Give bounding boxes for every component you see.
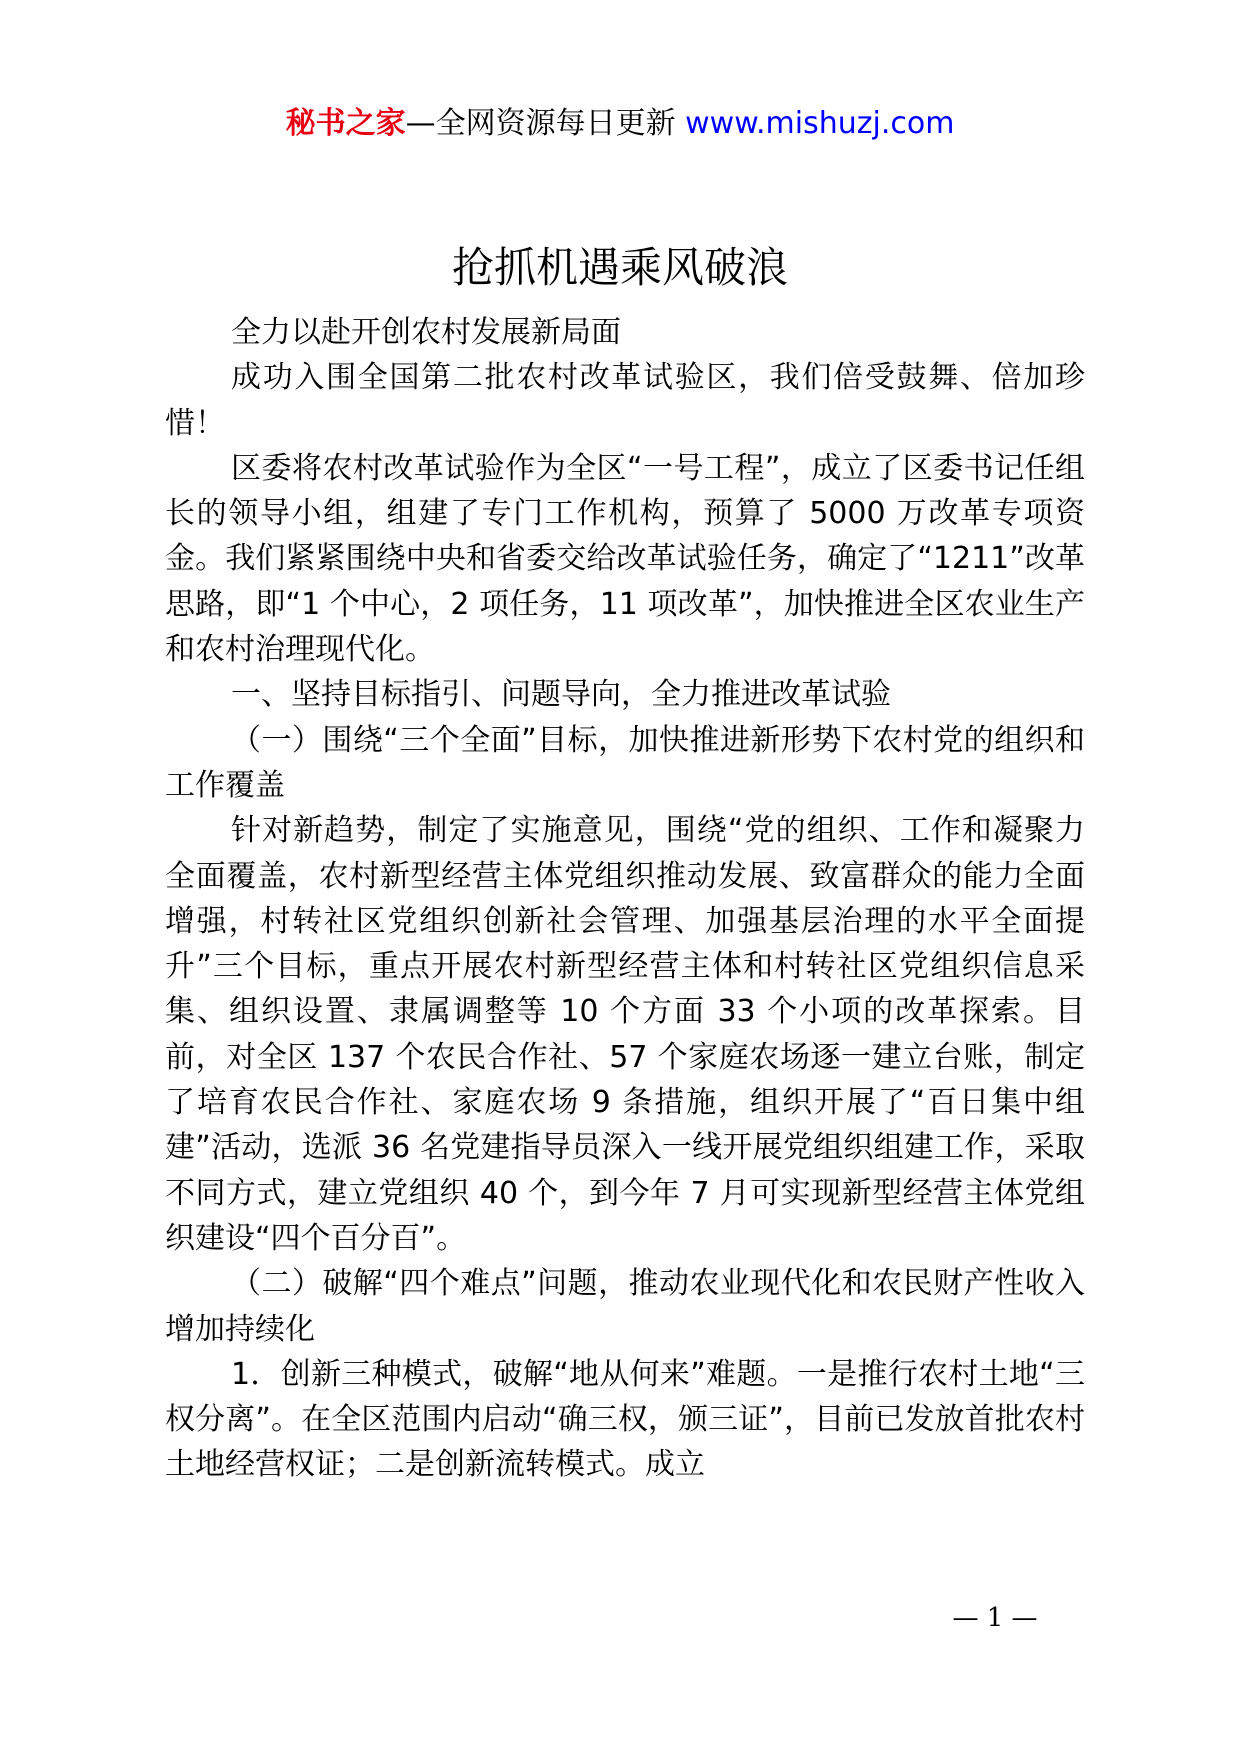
site-brand: 秘书之家 xyxy=(285,106,406,141)
body-paragraph: 针对新趋势，制定了实施意见，围绕“党的组织、工作和凝聚力全面覆盖，农村新型经营主体党组织推动发展、致富群众的能力全面增强，村转社区党组织创新社会管理、加强基层治理的水平全面提升”三个目标，重点开展农村新型经营主体和村转社区党组织信息采集、组织设置、隶属调整等 10 个方面 33 个小项的改革探索。目前，对全区 137 个农民合作社、57 个家庭农场逐一建立台账，制定了培育农民合作社、家庭农场 9 条措施，组织开展了“百日集中组建”活动，选派 36 名党建指导员深入一线开展党组织组建工作，采取不同方式，建立党组织 40 个，到今年 7 月可实现新型经营主体党组织建设“四个百分百”。 xyxy=(165,813,1085,1256)
document-title: 抢抓机遇乘风破浪 xyxy=(451,243,788,292)
subsection-heading: （一）围绕“三个全面”目标，加快推进新形势下农村党的组织和工作覆盖 xyxy=(165,722,1085,803)
body-paragraph: 区委将农村改革试验作为全区“一号工程”，成立了区委书记任组长的领导小组，组建了专门工作机构，预算了 5000 万改革专项资金。我们紧紧围绕中央和省委交给改革试验任务，确定了“1211”改革思路，即“1 个中心，2 项任务，11 项改革”，加快推进全区农业生产和农村治理现代化。 xyxy=(165,450,1085,668)
body-paragraph: 成功入围全国第二批农村改革试验区，我们倍受鼓舞、倍加珍惜！ xyxy=(165,360,1085,441)
site-tagline: —全网资源每日更新 xyxy=(405,106,686,141)
document-body xyxy=(165,310,1085,1488)
subtitle-paragraph: 全力以赴开创农村发展新局面 xyxy=(231,315,621,350)
subsection-heading: （二）破解“四个难点”问题，推动农业现代化和农民财产性收入增加持续化 xyxy=(165,1266,1085,1347)
site-url-link[interactable]: www.mishuzj.com xyxy=(685,106,955,141)
section-heading: 一、坚持目标指引、问题导向，全力推进改革试验 xyxy=(231,677,891,713)
site-header xyxy=(0,104,1240,144)
body-paragraph: 1．创新三种模式，破解“地从何来”难题。一是推行农村土地“三权分离”。在全区范围内启动“确三权，颁三证”，目前已发放首批农村土地经营权证；二是创新流转模式。成立 xyxy=(165,1356,1085,1483)
page-number: — 1 — xyxy=(952,1603,1038,1633)
